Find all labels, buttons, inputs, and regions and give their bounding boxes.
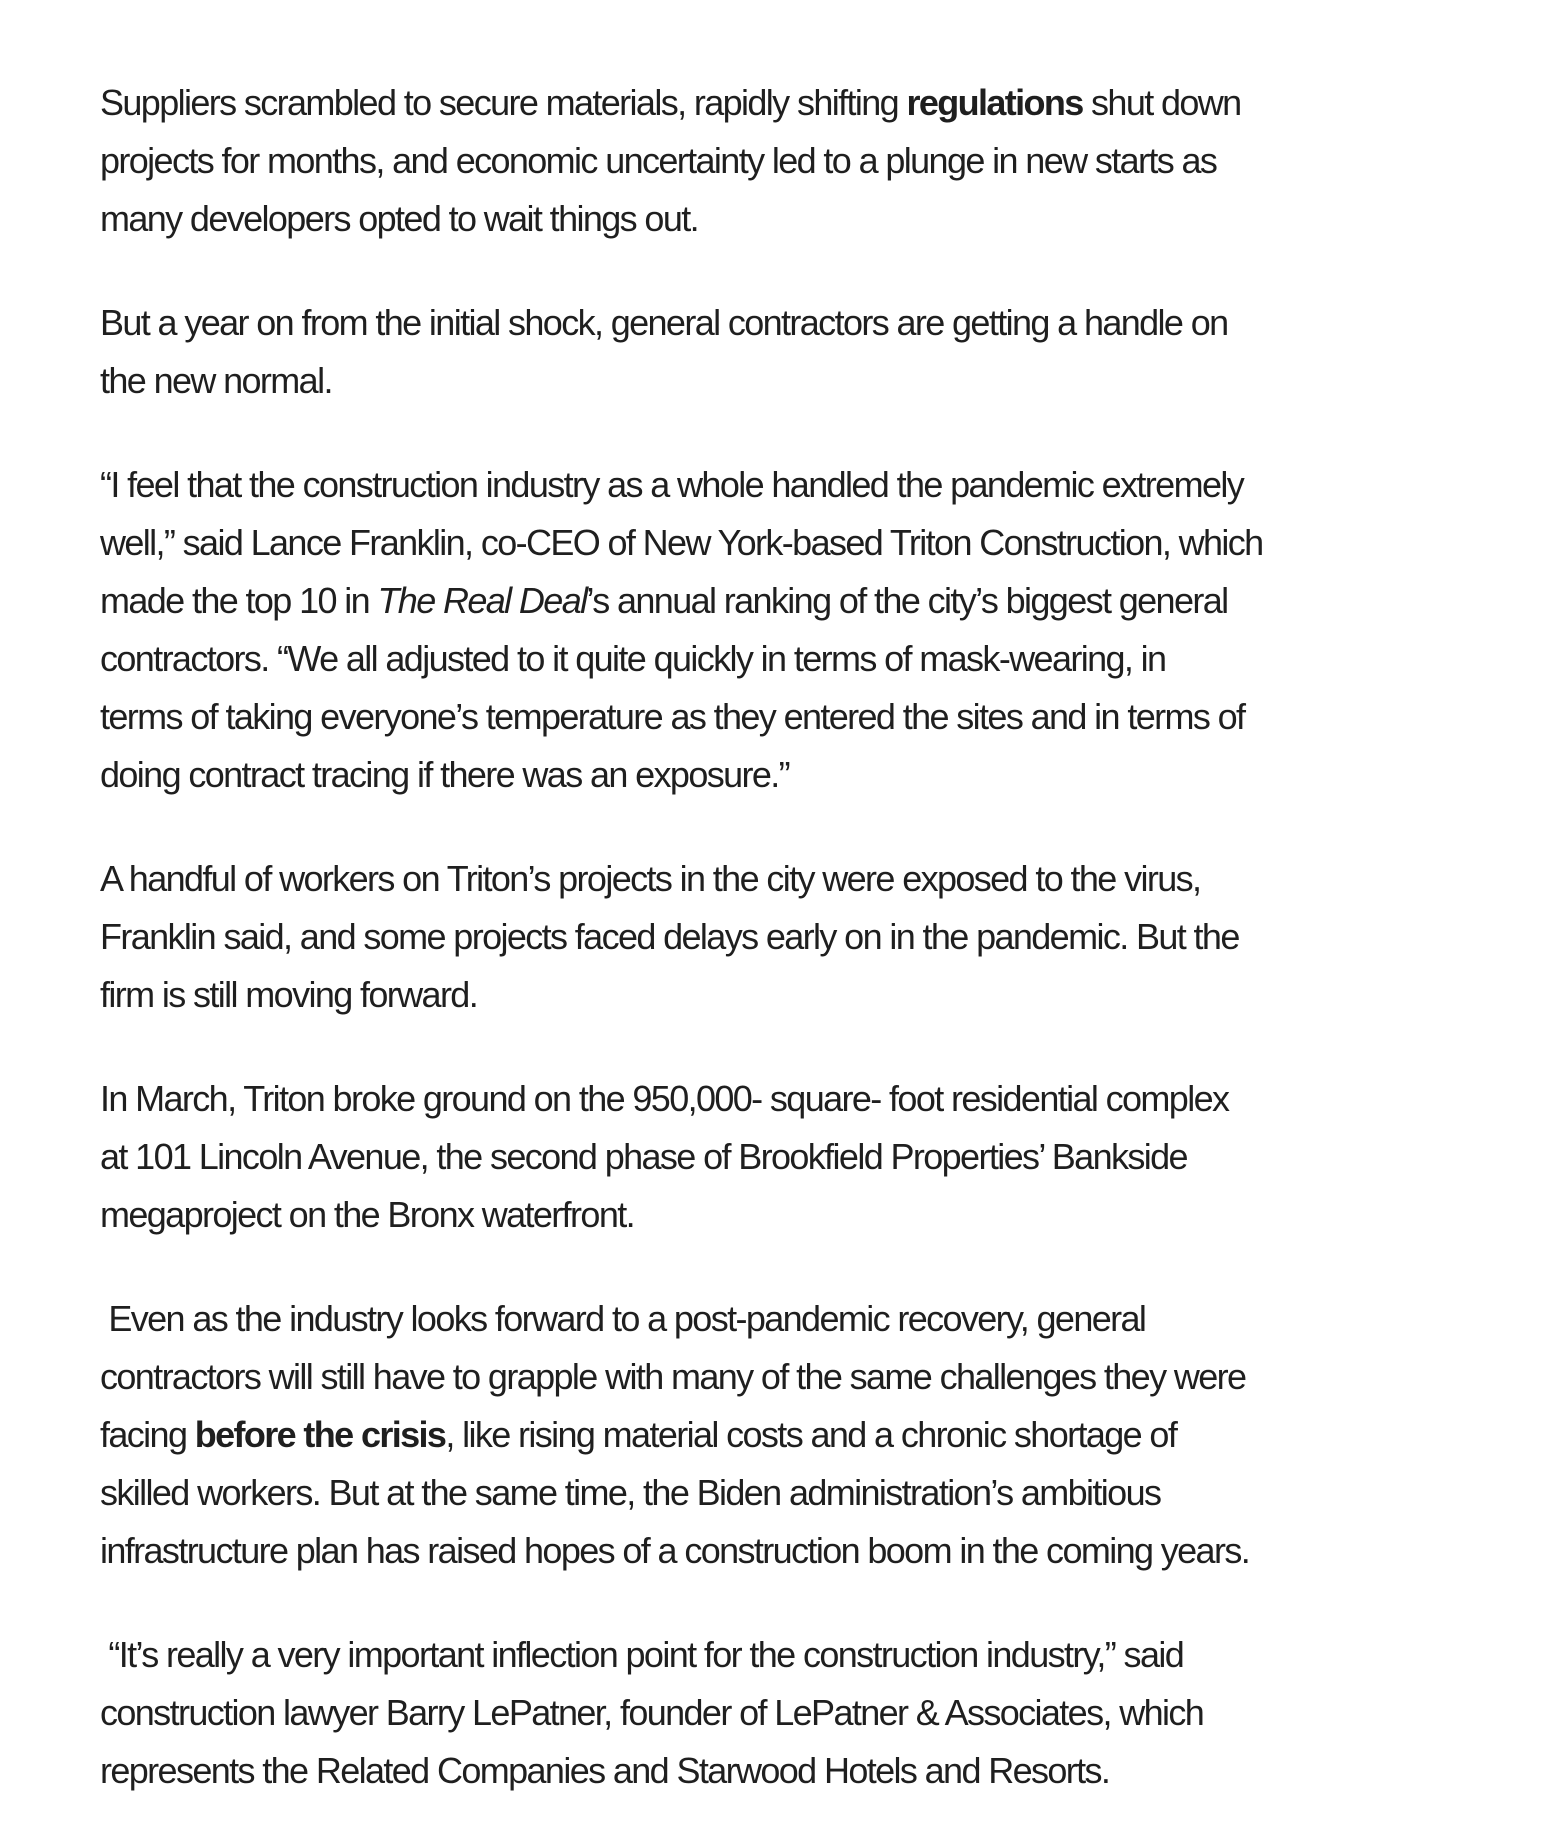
text-line [100, 688, 1503, 746]
text-line [100, 630, 1503, 688]
text-run: Even as the industry looks forward to a post-pandemic recovery, general [100, 1298, 1146, 1339]
paragraph [100, 1626, 1503, 1800]
text-run: many developers opted to wait things out. [100, 198, 698, 239]
text-line [100, 294, 1503, 352]
text-run: skilled workers. But at the same time, the Biden administration’s ambitious [100, 1472, 1161, 1513]
text-line [100, 908, 1503, 966]
bold-text: before the crisis [194, 1414, 446, 1455]
text-line [100, 352, 1503, 410]
text-run: the new normal. [100, 360, 332, 401]
text-run: contractors will still have to grapple with many of the same challenges they were [100, 1356, 1246, 1397]
paragraph [100, 1070, 1503, 1244]
paragraph [100, 74, 1503, 248]
text-line [100, 1128, 1503, 1186]
text-line [100, 1522, 1503, 1580]
text-run: made the top 10 in [100, 580, 378, 621]
text-line [100, 1186, 1503, 1244]
text-line [100, 572, 1503, 630]
text-run: represents the Related Companies and Starwood Hotels and Resorts. [100, 1750, 1110, 1791]
text-run: at 101 Lincoln Avenue, the second phase of Brookfield Properties’ Bankside [100, 1136, 1187, 1177]
paragraph [100, 294, 1503, 410]
text-line [100, 1406, 1503, 1464]
text-run: “I feel that the construction industry as a whole handled the pandemic extremely [100, 464, 1244, 505]
text-run: In March, Triton broke ground on the 950,000- square- foot residential complex [100, 1078, 1229, 1119]
text-line [100, 1626, 1503, 1684]
text-run: shut down [1082, 82, 1241, 123]
text-run: ’s annual ranking of the city’s biggest general [586, 580, 1228, 621]
text-line [100, 1684, 1503, 1742]
text-run: Franklin said, and some projects faced delays early on in the pandemic. But the [100, 916, 1239, 957]
text-line [100, 190, 1503, 248]
text-line [100, 1290, 1503, 1348]
text-line [100, 1348, 1503, 1406]
text-line [100, 746, 1503, 804]
bold-text: regulations [906, 82, 1083, 123]
text-run: construction lawyer Barry LePatner, founder of LePatner & Associates, which [100, 1692, 1204, 1733]
paragraph [100, 1290, 1503, 1580]
text-run: infrastructure plan has raised hopes of a construction boom in the coming years. [100, 1530, 1250, 1571]
text-line [100, 966, 1503, 1024]
text-line [100, 1742, 1503, 1800]
text-run: But a year on from the initial shock, general contractors are getting a handle on [100, 302, 1228, 343]
paragraph [100, 850, 1503, 1024]
text-line [100, 514, 1503, 572]
text-line [100, 74, 1503, 132]
text-line [100, 1070, 1503, 1128]
text-run: “It’s really a very important inflection point for the construction industry,” said [100, 1634, 1184, 1675]
text-run: firm is still moving forward. [100, 974, 478, 1015]
text-run: terms of taking everyone’s temperature as they entered the sites and in terms of [100, 696, 1245, 737]
text-run: doing contract tracing if there was an exposure.” [100, 754, 790, 795]
text-run: A handful of workers on Triton’s projects in the city were exposed to the virus, [100, 858, 1201, 899]
text-run: projects for months, and economic uncertainty led to a plunge in new starts as [100, 140, 1217, 181]
text-run: well,” said Lance Franklin, co-CEO of New York-based Triton Construction, which [100, 522, 1263, 563]
text-run: Suppliers scrambled to secure materials, rapidly shifting [100, 82, 907, 123]
text-run: megaproject on the Bronx waterfront. [100, 1194, 634, 1235]
text-line [100, 850, 1503, 908]
italic-text: The Real Deal [377, 580, 587, 621]
text-line [100, 456, 1503, 514]
text-line [100, 132, 1503, 190]
text-run: facing [100, 1414, 195, 1455]
paragraph [100, 456, 1503, 804]
text-run: , like rising material costs and a chronic shortage of [445, 1414, 1177, 1455]
text-line [100, 1464, 1503, 1522]
text-run: contractors. “We all adjusted to it quite quickly in terms of mask-wearing, in [100, 638, 1166, 679]
